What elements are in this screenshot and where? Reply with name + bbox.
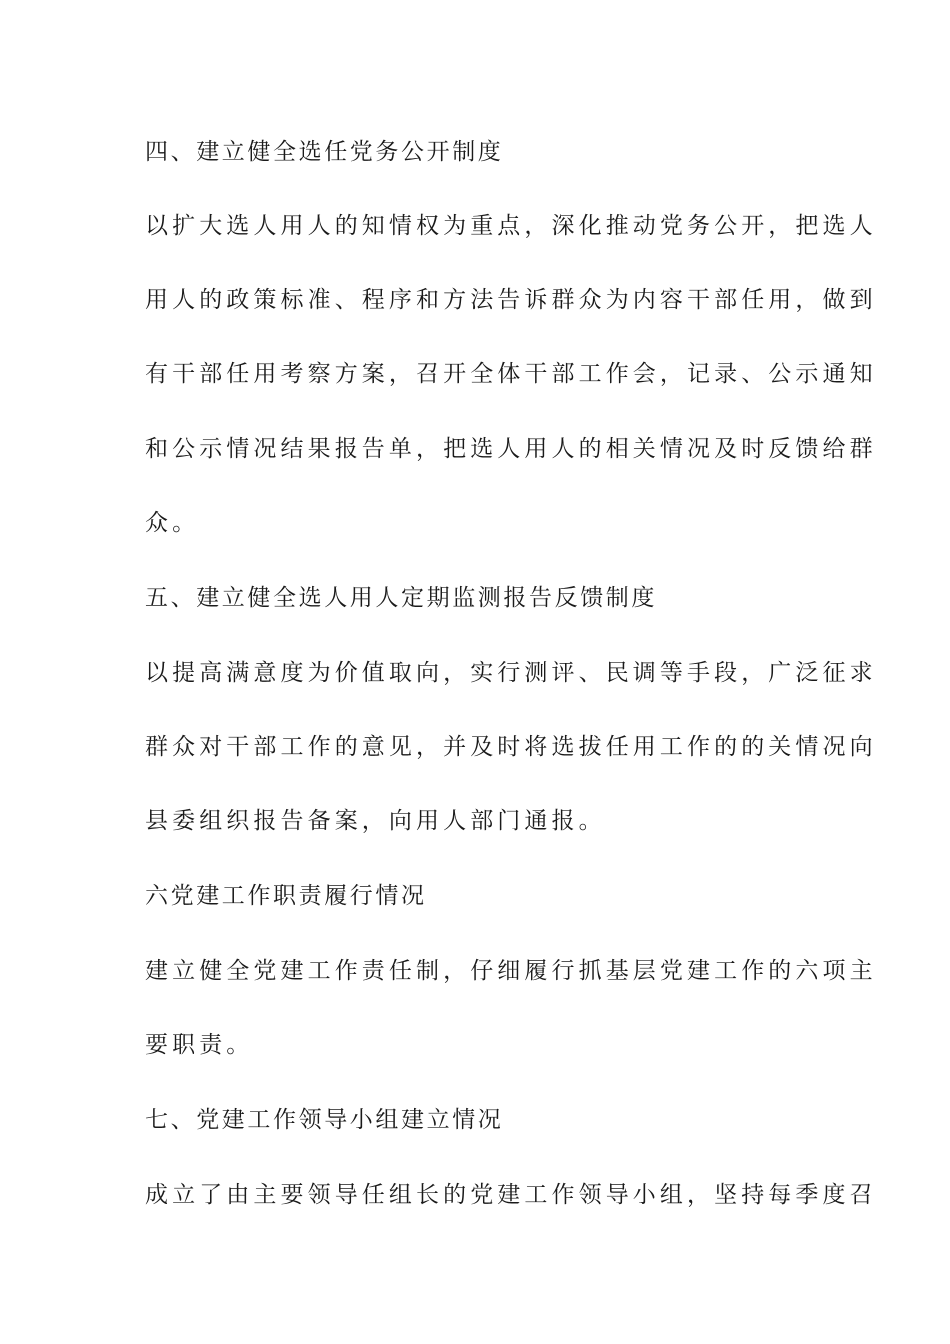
body-text-line: 有干部任用考察方案，召开全体干部工作会，记录、公示通知 <box>145 361 877 387</box>
body-text-line: 成立了由主要领导任组长的党建工作领导小组，坚持每季度召 <box>145 1182 877 1208</box>
section-heading-7: 七、党建工作领导小组建立情况 <box>145 1107 504 1133</box>
section-heading-4: 四、建立健全选任党务公开制度 <box>145 139 504 165</box>
body-text-line: 县委组织报告备案，向用人部门通报。 <box>145 808 606 834</box>
body-text-line: 建立健全党建工作责任制，仔细履行抓基层党建工作的六项主 <box>145 958 877 984</box>
body-text-line: 众。 <box>145 510 200 536</box>
body-text-line: 群众对干部工作的意见，并及时将选拔任用工作的的关情况向 <box>145 734 877 760</box>
body-text-line: 以提高满意度为价值取向，实行测评、民调等手段，广泛征求 <box>145 660 877 686</box>
body-text-line: 要职责。 <box>145 1032 254 1058</box>
body-text-line: 用人的政策标准、程序和方法告诉群众为内容干部任用，做到 <box>145 287 877 313</box>
body-text-line: 以扩大选人用人的知情权为重点，深化推动党务公开，把选人 <box>145 213 877 239</box>
section-heading-6: 六党建工作职责履行情况 <box>145 883 427 909</box>
section-heading-5: 五、建立健全选人用人定期监测报告反馈制度 <box>145 585 657 611</box>
body-text-line: 和公示情况结果报告单，把选人用人的相关情况及时反馈给群 <box>145 436 877 462</box>
